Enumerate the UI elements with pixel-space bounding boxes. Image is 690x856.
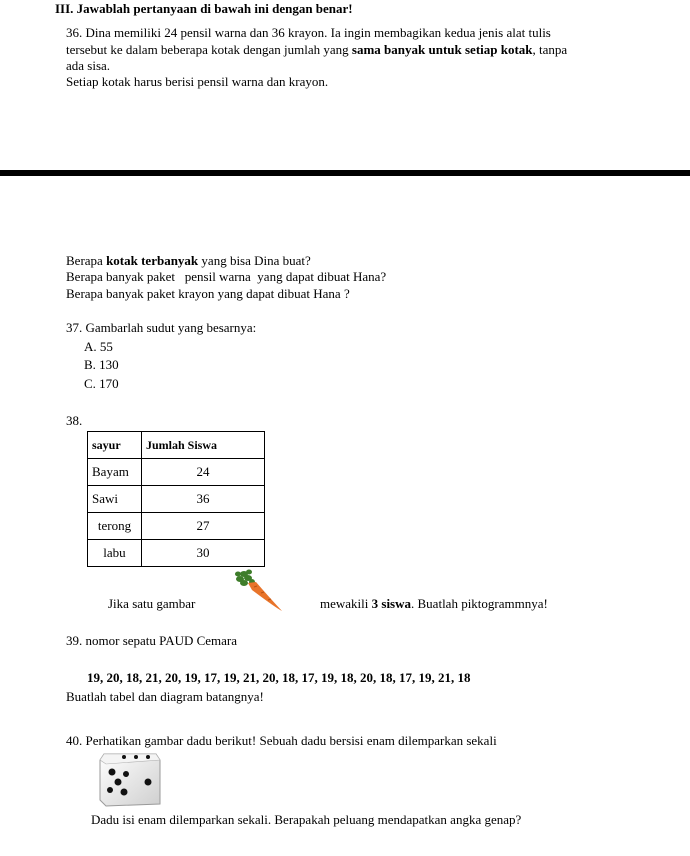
table-header-row — [88, 432, 265, 459]
table-row — [88, 459, 265, 486]
table-cell-name: Sawi — [88, 486, 142, 513]
table-cell-value: 27 — [142, 513, 265, 540]
q36-line3: ada sisa. — [66, 58, 111, 73]
carrot-icon — [234, 568, 286, 614]
table-row — [88, 513, 265, 540]
q39-data: 19, 20, 18, 21, 20, 19, 17, 19, 21, 20, 18, 17, 19, 18, 20, 18, 17, 19, 21, 18 — [87, 670, 471, 685]
section-title: III. Jawablah pertanyaan di bawah ini dengan benar! — [55, 1, 353, 16]
table-cell-value: 30 — [142, 540, 265, 567]
table-cell-value: 24 — [142, 459, 265, 486]
dice-icon — [96, 750, 164, 808]
q38-caption-pre: Jika satu gambar — [108, 596, 196, 611]
q36-ask3: Berapa banyak paket krayon yang dapat dibuat Hana ? — [66, 286, 350, 301]
table-row — [88, 486, 265, 513]
q37-option-b: B. 130 — [84, 357, 119, 372]
q37-option-c: C. 170 — [84, 376, 119, 391]
q40-title: 40. Perhatikan gambar dadu berikut! Sebuah dadu bersisi enam dilemparkan sekali — [66, 733, 497, 748]
page-divider — [0, 170, 690, 176]
q37-title: 37. Gambarlah sudut yang besarnya: — [66, 320, 257, 335]
table-row — [88, 540, 265, 567]
q36-line4: Setiap kotak harus berisi pensil warna dan krayon. — [66, 74, 329, 89]
table-cell-name: Bayam — [88, 459, 142, 486]
q40-question: Dadu isi enam dilemparkan sekali. Berapakah peluang mendapatkan angka genap? — [91, 812, 522, 827]
table-cell-name: terong — [88, 513, 142, 540]
table-header-jumlah: Jumlah Siswa — [142, 432, 265, 459]
q36-line1: 36. Dina memiliki 24 pensil warna dan 36 krayon. Ia ingin membagikan kedua jenis alat tulis — [66, 25, 551, 40]
table-cell-name: labu — [88, 540, 142, 567]
q36-ask2: Berapa banyak paket pensil warna yang dapat dibuat Hana? — [66, 269, 387, 284]
q39-task: Buatlah tabel dan diagram batangnya! — [66, 689, 264, 704]
q39-title: 39. nomor sepatu PAUD Cemara — [66, 633, 238, 648]
q37-option-a: A. 55 — [84, 339, 113, 354]
q38-caption-post: mewakili 3 siswa. Buatlah piktogrammnya! — [320, 596, 548, 611]
table-header-sayur: sayur — [88, 432, 142, 459]
q38-number: 38. — [66, 413, 83, 428]
table-cell-value: 36 — [142, 486, 265, 513]
vegetable-table — [87, 431, 265, 567]
q36-line2: tersebut ke dalam beberapa kotak dengan jumlah yang sama banyak untuk setiap kotak, tanpa — [66, 42, 568, 57]
q36-ask1: Berapa kotak terbanyak yang bisa Dina buat? — [66, 253, 311, 268]
